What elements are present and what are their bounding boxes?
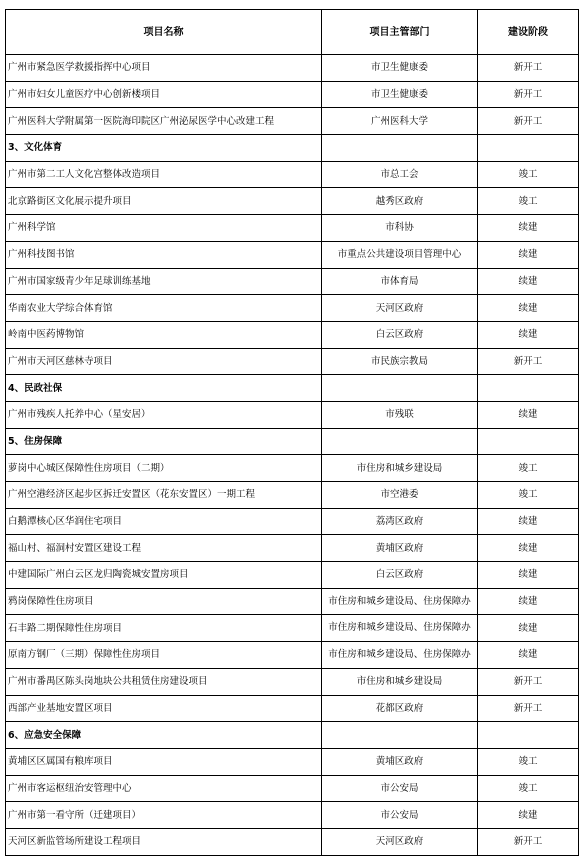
- stage-cell: 续建: [478, 562, 579, 589]
- department-cell: 市民族宗教局: [322, 348, 478, 375]
- project-name-cell: 石丰路二期保障性住房项目: [6, 615, 322, 642]
- project-name-cell: 华南农业大学综合体育馆: [6, 295, 322, 322]
- project-name-cell: 广州市第一看守所（迁建项目）: [6, 802, 322, 829]
- table-row: [6, 188, 579, 215]
- category-title: 6、应急安全保障: [6, 722, 322, 749]
- stage-cell: 新开工: [478, 348, 579, 375]
- department-cell: 黄埔区政府: [322, 535, 478, 562]
- stage-cell: 竣工: [478, 161, 579, 188]
- stage-cell: 竣工: [478, 482, 579, 509]
- stage-cell: 续建: [478, 401, 579, 428]
- table-row: [6, 562, 579, 589]
- table-body: [6, 55, 579, 856]
- stage-cell: [478, 428, 579, 455]
- table-row: [6, 748, 579, 775]
- department-cell: [322, 722, 478, 749]
- stage-cell: 新开工: [478, 108, 579, 135]
- table-row: [6, 295, 579, 322]
- department-cell: 市住房和城乡建设局、住房保障办: [322, 642, 478, 669]
- department-cell: [322, 375, 478, 402]
- department-cell: 广州医科大学: [322, 108, 478, 135]
- department-cell: 市残联: [322, 401, 478, 428]
- department-cell: 市总工会: [322, 161, 478, 188]
- stage-cell: 新开工: [478, 81, 579, 108]
- stage-cell: 新开工: [478, 695, 579, 722]
- table-row: [6, 588, 579, 615]
- stage-cell: 新开工: [478, 828, 579, 855]
- stage-cell: 续建: [478, 615, 579, 642]
- department-cell: 市住房和城乡建设局: [322, 455, 478, 482]
- project-name-cell: 广州科技图书馆: [6, 241, 322, 268]
- department-cell: 市公安局: [322, 802, 478, 829]
- department-cell: 市体育局: [322, 268, 478, 295]
- table-row: [6, 215, 579, 242]
- stage-cell: 续建: [478, 295, 579, 322]
- category-title: 3、文化体育: [6, 135, 322, 162]
- project-name-cell: 广州市第二工人文化宫整体改造项目: [6, 161, 322, 188]
- project-name-cell: 鸦岗保障性住房项目: [6, 588, 322, 615]
- project-name-cell: 广州市客运枢纽治安管理中心: [6, 775, 322, 802]
- department-cell: 市公安局: [322, 775, 478, 802]
- project-name-cell: 广州市紧急医学救援指挥中心项目: [6, 55, 322, 82]
- project-name-cell: 广州市国家级青少年足球训练基地: [6, 268, 322, 295]
- project-name-cell: 萝岗中心城区保障性住房项目（二期）: [6, 455, 322, 482]
- department-cell: 天河区政府: [322, 828, 478, 855]
- department-cell: 市住房和城乡建设局、住房保障办: [322, 615, 478, 642]
- stage-cell: 竣工: [478, 188, 579, 215]
- category-row: [6, 428, 579, 455]
- project-name-cell: 广州市残疾人托养中心（星安居）: [6, 401, 322, 428]
- category-row: [6, 722, 579, 749]
- table-row: [6, 108, 579, 135]
- project-table: [5, 9, 579, 856]
- stage-cell: 竣工: [478, 775, 579, 802]
- stage-cell: [478, 722, 579, 749]
- project-name-cell: 广州市妇女儿童医疗中心创新楼项目: [6, 81, 322, 108]
- table-row: [6, 642, 579, 669]
- table-row: [6, 482, 579, 509]
- table-row: [6, 615, 579, 642]
- project-name-cell: 中建国际广州白云区龙归陶瓷城安置房项目: [6, 562, 322, 589]
- table-header-row: [6, 10, 579, 55]
- department-cell: 市住房和城乡建设局: [322, 668, 478, 695]
- department-cell: 黄埔区政府: [322, 748, 478, 775]
- table-row: [6, 81, 579, 108]
- stage-cell: 竣工: [478, 748, 579, 775]
- stage-cell: 新开工: [478, 55, 579, 82]
- project-name-cell: 广州市番禺区陈头岗地块公共租赁住房建设项目: [6, 668, 322, 695]
- department-cell: 越秀区政府: [322, 188, 478, 215]
- project-name-cell: 广州医科大学附属第一医院海印院区广州泌尿医学中心改建工程: [6, 108, 322, 135]
- table-row: [6, 535, 579, 562]
- table-row: [6, 241, 579, 268]
- table-row: [6, 695, 579, 722]
- table-row: [6, 268, 579, 295]
- table-row: [6, 401, 579, 428]
- stage-cell: 新开工: [478, 668, 579, 695]
- table-row: [6, 668, 579, 695]
- category-row: [6, 135, 579, 162]
- project-name-cell: 白鹅潭核心区华润住宅项目: [6, 508, 322, 535]
- project-name-cell: 广州市天河区慈林寺项目: [6, 348, 322, 375]
- department-cell: 荔湾区政府: [322, 508, 478, 535]
- table-row: [6, 348, 579, 375]
- project-name-cell: 广州空港经济区起步区拆迁安置区（花东安置区）一期工程: [6, 482, 322, 509]
- department-cell: 市重点公共建设项目管理中心: [322, 241, 478, 268]
- department-cell: 市空港委: [322, 482, 478, 509]
- table-row: [6, 828, 579, 855]
- table-row: [6, 161, 579, 188]
- project-name-cell: 广州科学馆: [6, 215, 322, 242]
- project-name-cell: 福山村、福洞村安置区建设工程: [6, 535, 322, 562]
- department-cell: [322, 428, 478, 455]
- project-name-cell: 岭南中医药博物馆: [6, 321, 322, 348]
- stage-cell: 续建: [478, 508, 579, 535]
- stage-cell: [478, 135, 579, 162]
- header-department: 项目主管部门: [322, 10, 478, 55]
- department-cell: 市卫生健康委: [322, 81, 478, 108]
- department-cell: 白云区政府: [322, 321, 478, 348]
- stage-cell: 续建: [478, 268, 579, 295]
- table-row: [6, 55, 579, 82]
- project-name-cell: 原南方钢厂（三期）保障性住房项目: [6, 642, 322, 669]
- stage-cell: 续建: [478, 642, 579, 669]
- department-cell: [322, 135, 478, 162]
- stage-cell: 续建: [478, 588, 579, 615]
- department-cell: 市住房和城乡建设局、住房保障办: [322, 588, 478, 615]
- stage-cell: [478, 375, 579, 402]
- header-stage: 建设阶段: [478, 10, 579, 55]
- project-name-cell: 黄埔区区属国有粮库项目: [6, 748, 322, 775]
- table-row: [6, 508, 579, 535]
- stage-cell: 竣工: [478, 455, 579, 482]
- project-name-cell: 天河区新监管场所建设工程项目: [6, 828, 322, 855]
- project-name-cell: 北京路街区文化展示提升项目: [6, 188, 322, 215]
- table-row: [6, 775, 579, 802]
- stage-cell: 续建: [478, 241, 579, 268]
- stage-cell: 续建: [478, 321, 579, 348]
- department-cell: 天河区政府: [322, 295, 478, 322]
- department-cell: 花都区政府: [322, 695, 478, 722]
- department-cell: 市卫生健康委: [322, 55, 478, 82]
- category-title: 4、民政社保: [6, 375, 322, 402]
- table-row: [6, 802, 579, 829]
- department-cell: 白云区政府: [322, 562, 478, 589]
- table-row: [6, 321, 579, 348]
- table-row: [6, 455, 579, 482]
- category-title: 5、住房保障: [6, 428, 322, 455]
- category-row: [6, 375, 579, 402]
- stage-cell: 续建: [478, 215, 579, 242]
- stage-cell: 续建: [478, 535, 579, 562]
- stage-cell: 续建: [478, 802, 579, 829]
- department-cell: 市科协: [322, 215, 478, 242]
- header-project-name: 项目名称: [6, 10, 322, 55]
- project-name-cell: 西部产业基地安置区项目: [6, 695, 322, 722]
